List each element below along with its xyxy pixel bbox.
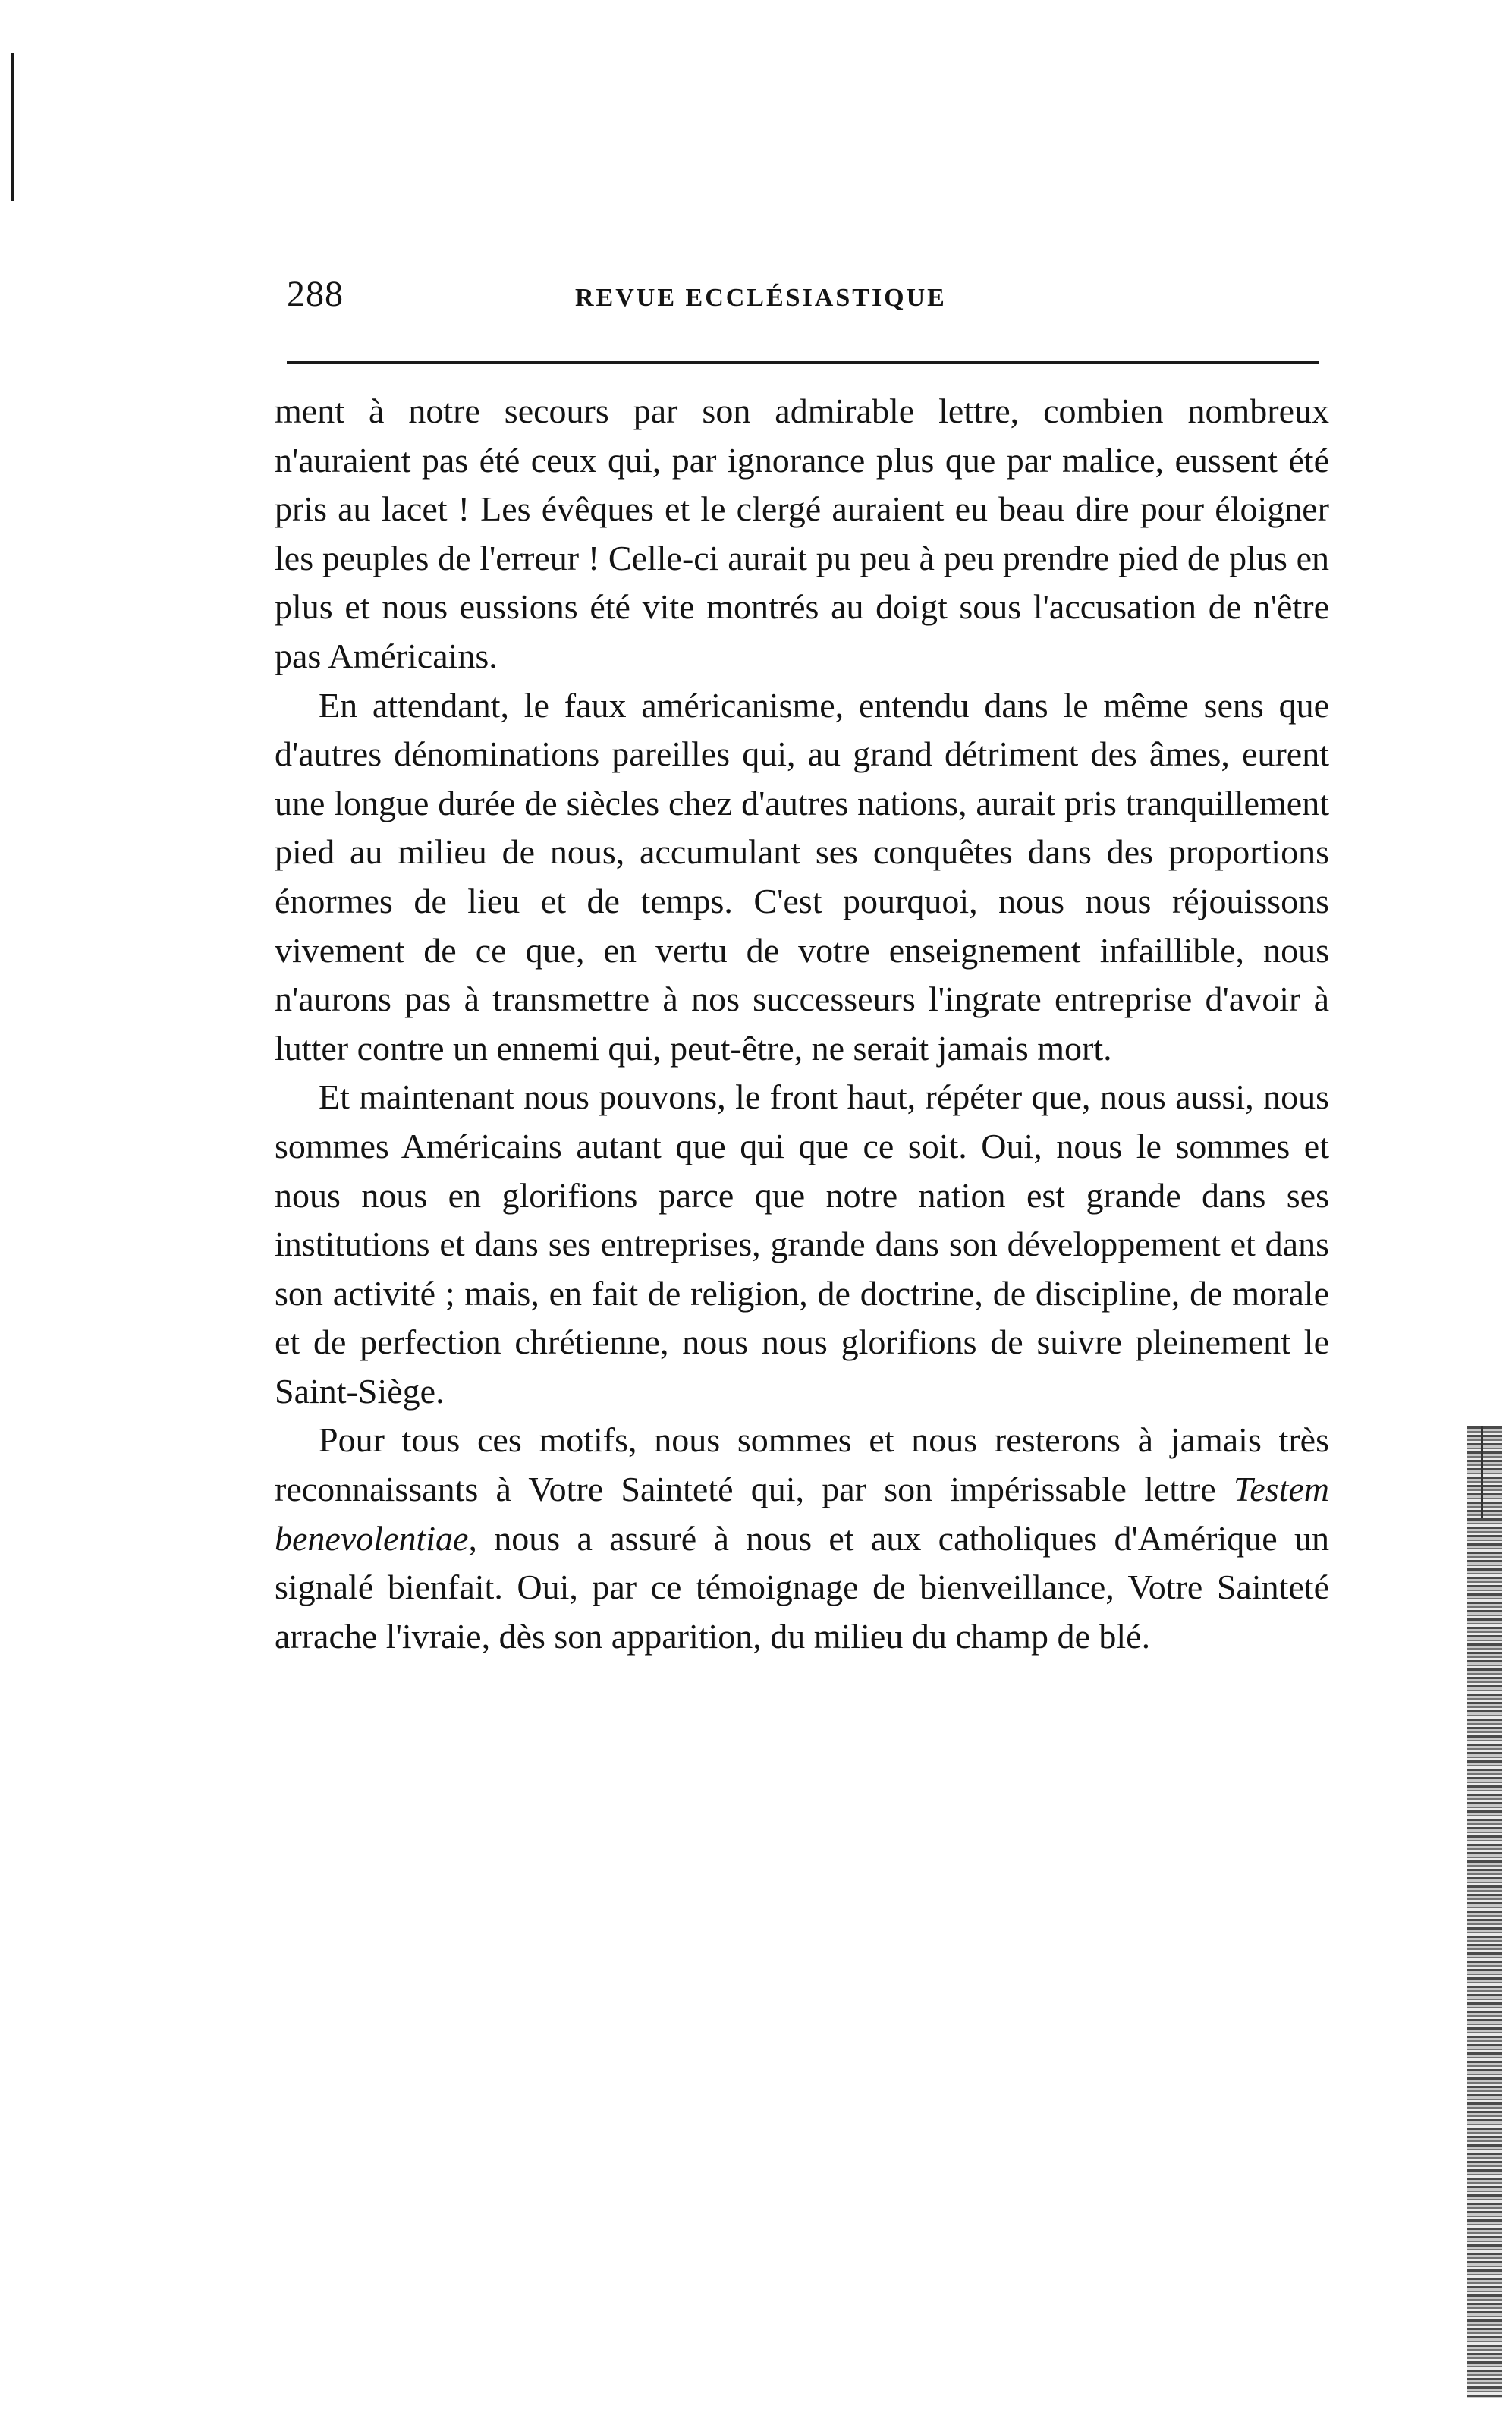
- header-rule: [287, 361, 1319, 364]
- page-number: 288: [287, 274, 344, 314]
- scan-edge-line: [1481, 1426, 1483, 1518]
- paragraph-4-start: Pour tous ces motifs, nous sommes et nous resterons à jamais très reconnaissants à Votre Sainteté qui, par son impérissable lettre: [275, 1420, 1329, 1509]
- letter-title: Testem benevolentiae,: [275, 1470, 1329, 1558]
- scan-edge-artifact: [1467, 1426, 1502, 2398]
- paragraph-4: [275, 1416, 1329, 1661]
- running-head: REVUE ECCLÉSIASTIQUE: [575, 284, 947, 312]
- paragraph-3: Et maintenant nous pouvons, le front haut, répéter que, nous aussi, nous sommes Américains autant que qui que ce soit. Oui, nous le sommes et nous nous en glorifions parce que notre nation est grande dans ses institutions et dans ses entreprises, grande dans son développement et dans son activité ; mais, en fait de religion, de doctrine, de discipline, de morale et de perfection chrétienne, nous nous glorifions de suivre pleinement le Saint-Siège.: [275, 1077, 1329, 1411]
- scan-margin-line: [11, 53, 14, 201]
- paragraph-1: ment à notre secours par son admirable lettre, combien nombreux n'auraient pas été ceux qui, par ignorance plus que par malice, eussent été pris au lacet ! Les évêques et le clergé auraient eu beau dire pour éloigner les peuples de l'erreur ! Celle-ci aurait pu peu à peu prendre pied de plus en plus et nous eussions été vite montrés au doigt sous l'accusation de n'être pas Américains.: [275, 392, 1329, 675]
- paragraph-4-end: nous a assuré à nous et aux catholiques d'Amérique un signalé bienfait. Oui, par ce témoignage de bienveillance, Votre Sainteté arrache l'ivraie, dès son apparition, du milieu du champ de blé.: [275, 1518, 1329, 1656]
- body-text: [275, 387, 1329, 1661]
- paragraph-2: En attendant, le faux américanisme, entendu dans le même sens que d'autres dénominations pareilles qui, au grand détriment des âmes, eurent une longue durée de siècles chez d'autres nations, aurait pris tranquillement pied au milieu de nous, accumulant ses conquêtes dans des proportions énormes de lieu et de temps. C'est pourquoi, nous nous réjouissons vivement de ce que, en vertu de votre enseignement infaillible, nous n'aurons pas à transmettre à nos successeurs l'ingrate entreprise d'avoir à lutter contre un ennemi qui, peut-être, ne serait jamais mort.: [275, 685, 1329, 1068]
- page-header: [287, 273, 1296, 326]
